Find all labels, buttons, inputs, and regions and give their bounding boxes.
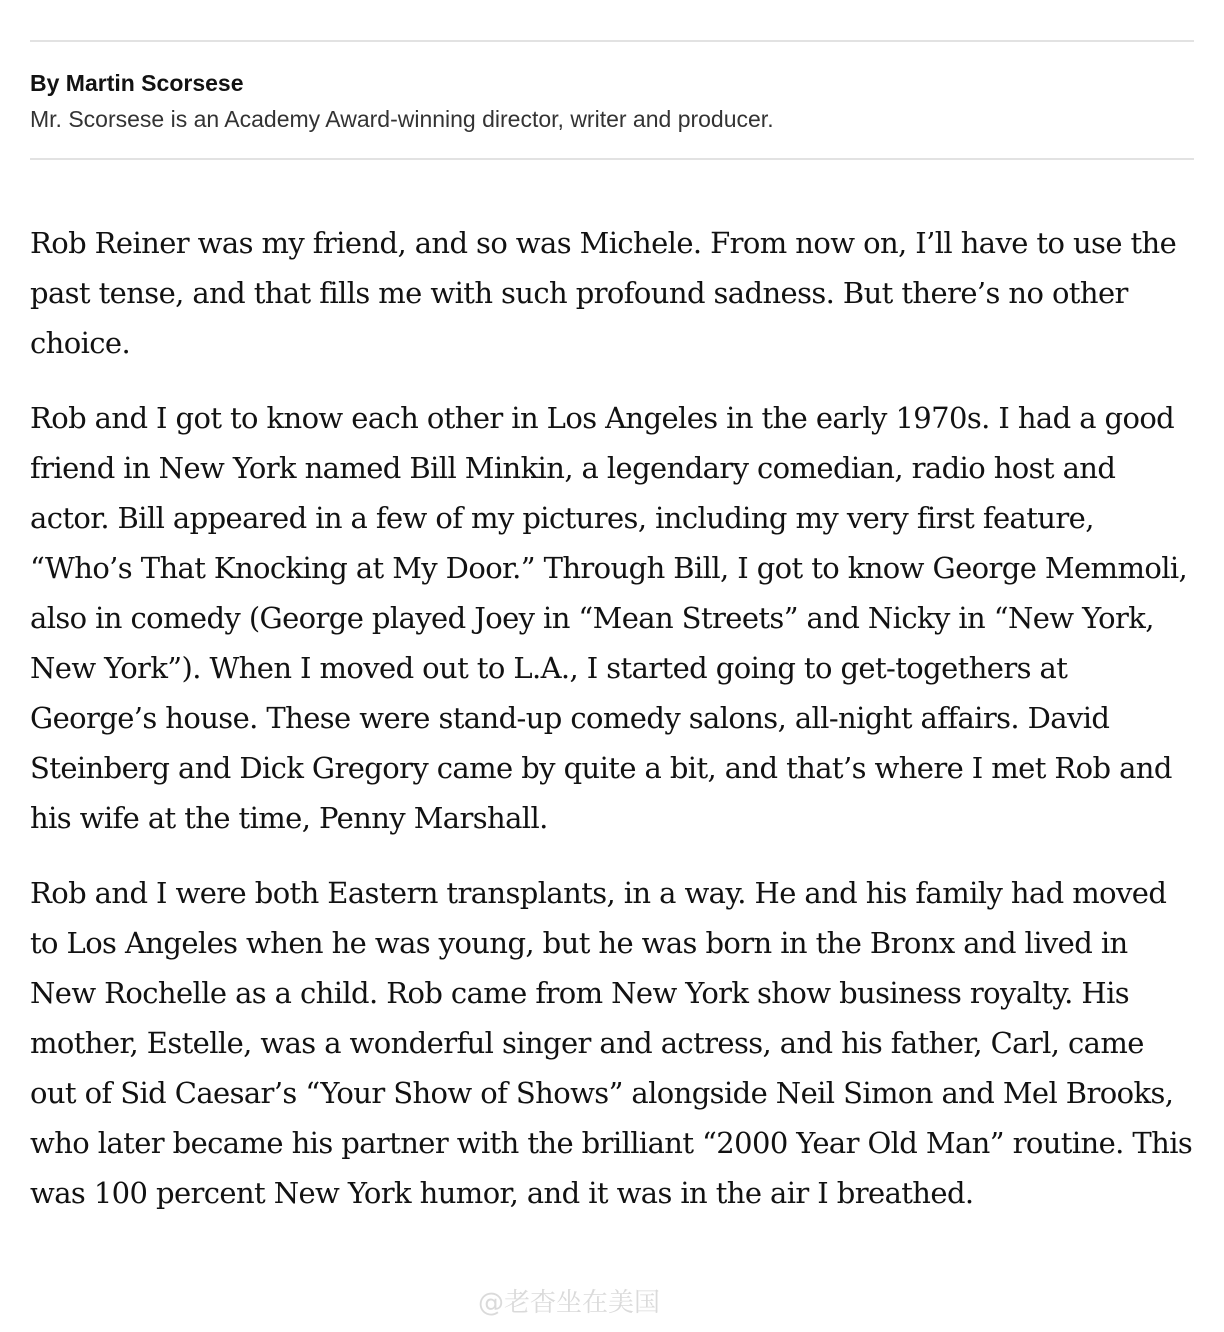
author-byline[interactable]: By Martin Scorsese	[30, 70, 244, 96]
article-paragraph: Rob and I got to know each other in Los Angeles in the early 1970s. I had a good friend in New York named Bill Minkin, a legendary comedian, radio host and actor. Bill appeared in a few of my pictures, including my very first feature, “Who’s That Knocking at My Door.” Through Bill, I got to know George Memmoli, also in comedy (George played Joey in “Mean Streets” and Nicky in “New York, New York”). When I moved out to L.A., I started going to get-togethers at George’s house. These were stand-up comedy salons, all-night affairs. David Steinberg and Dick Gregory came by quite a bit, and that’s where I met Rob and his wife at the time, Penny Marshall.	[30, 401, 1188, 835]
article-paragraph: Rob Reiner was my friend, and so was Michele. From now on, I’ll have to use the past tense, and that fills me with such profound sadness. But there’s no other choice.	[30, 226, 1177, 360]
article-body	[30, 218, 1194, 1218]
article-page	[30, 0, 1194, 1243]
author-bio: Mr. Scorsese is an Academy Award-winning director, writer and producer.	[30, 106, 774, 132]
article-paragraph: Rob and I were both Eastern transplants, in a way. He and his family had moved to Los Angeles when he was young, but he was born in the Bronx and lived in New Rochelle as a child. Rob came from New York show business royalty. His mother, Estelle, was a wonderful singer and actress, and his father, Carl, came out of Sid Caesar’s “Your Show of Shows” alongside Neil Simon and Mel Brooks, who later became his partner with the brilliant “2000 Year Old Man” routine. This was 100 percent New York humor, and it was in the air I breathed.	[30, 876, 1193, 1210]
byline-block	[30, 42, 1194, 158]
bottom-divider	[30, 158, 1194, 160]
watermark-text: @老杳坐在美国	[478, 1288, 661, 1318]
